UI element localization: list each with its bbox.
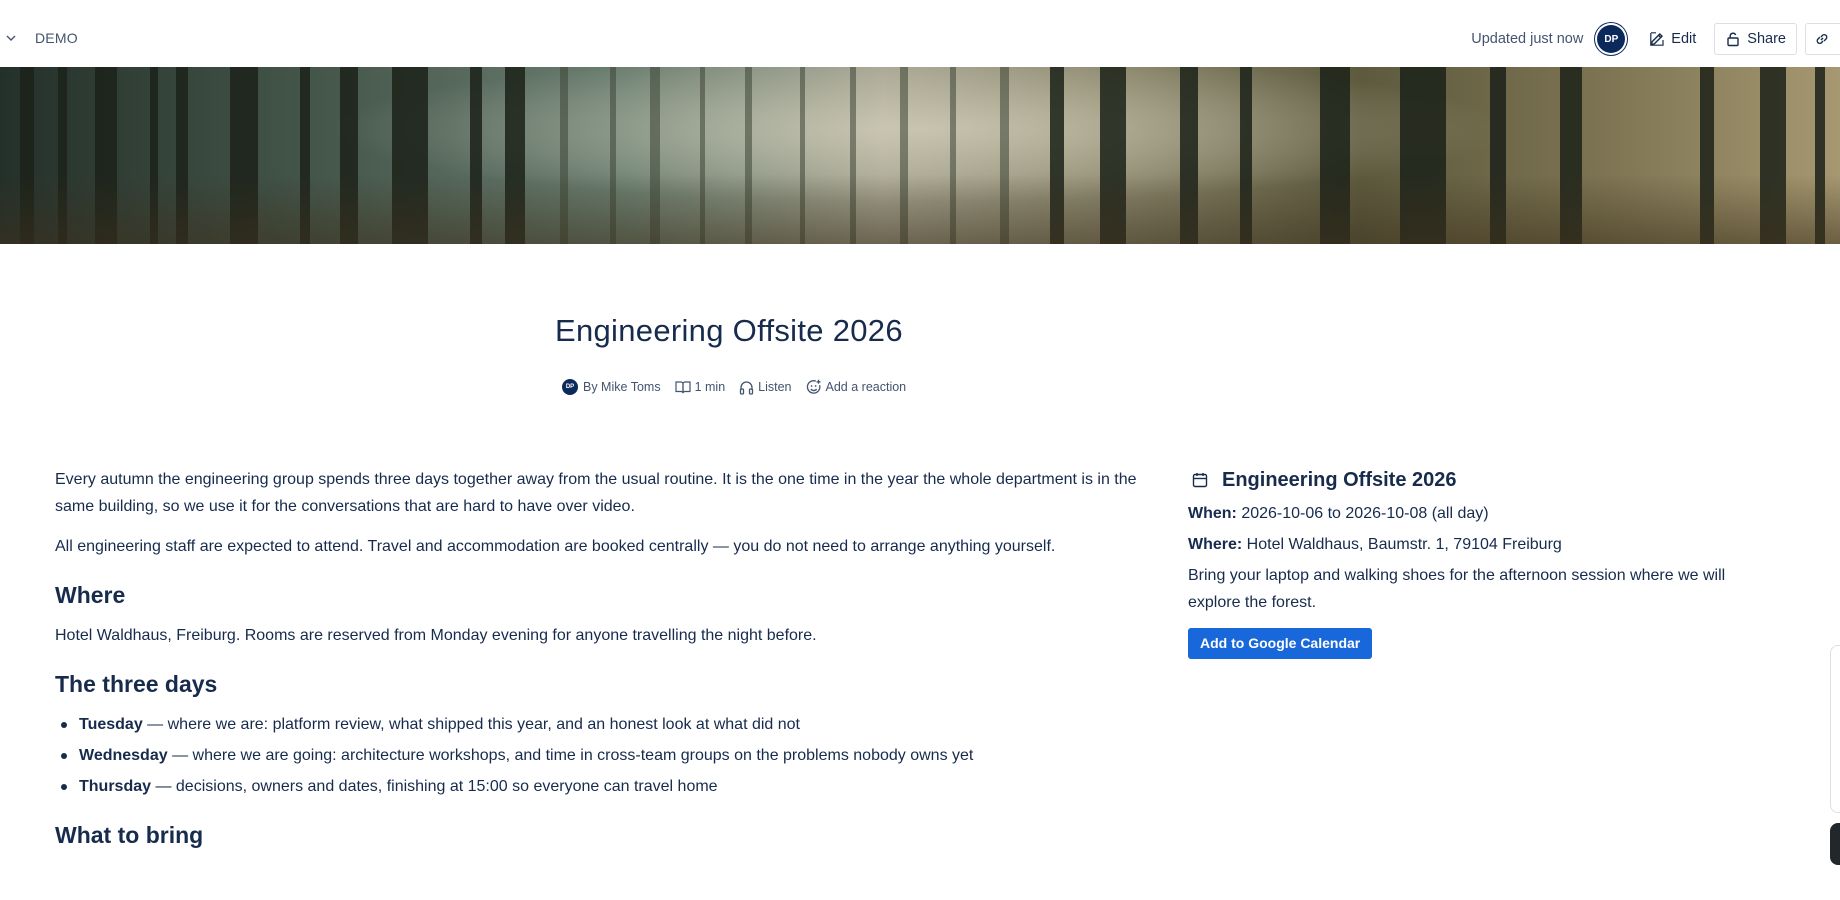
- read-time-label: 1 min: [694, 380, 726, 394]
- header-image: [0, 67, 1840, 244]
- day-name: Thursday: [79, 778, 152, 795]
- side-panel-edge[interactable]: [1830, 645, 1840, 813]
- days-list: [55, 711, 1145, 800]
- add-reaction-button[interactable]: [806, 379, 907, 395]
- byline: [562, 379, 920, 395]
- attendance-paragraph: All engineering staff are expected to attend. Travel and accommodation are booked centrally — you do not need to arrange anything yourself.: [55, 538, 1056, 555]
- when-label: When:: [1188, 505, 1237, 522]
- author-name: By Mike Toms: [583, 380, 661, 394]
- list-item: [55, 742, 1145, 769]
- pencil-icon: [1649, 31, 1665, 47]
- reaction-label: Add a reaction: [825, 380, 907, 394]
- top-bar: [0, 0, 1840, 67]
- listen-label: Listen: [758, 380, 792, 394]
- list-item: [55, 773, 1145, 800]
- updated-status: Updated just now: [1471, 31, 1584, 47]
- bring-heading: What to bring: [55, 822, 204, 848]
- page-title: Engineering Offsite 2026: [555, 313, 903, 348]
- days-heading: The three days: [55, 671, 218, 697]
- when-value: 2026-10-06 to 2026-10-08 (all day): [1236, 505, 1489, 522]
- day-text: — where we are: platform review, what shipped this year, and an honest look at what did not: [142, 716, 800, 733]
- read-time: [675, 380, 726, 394]
- day-name: Tuesday: [79, 716, 143, 733]
- where-paragraph: Hotel Waldhaus, Freiburg. Rooms are reserved from Monday evening for anyone travelling the night before.: [55, 627, 817, 644]
- event-when: [1188, 500, 1788, 527]
- link-icon: [1814, 31, 1830, 47]
- event-note: Bring your laptop and walking shoes for the afternoon session where we will explore the forest.: [1188, 567, 1726, 611]
- author-avatar: DP: [562, 379, 578, 395]
- share-button[interactable]: [1714, 23, 1797, 55]
- book-icon: [675, 380, 691, 394]
- space-name[interactable]: DEMO: [35, 30, 78, 46]
- listen-button[interactable]: [739, 380, 791, 395]
- edit-label: Edit: [1671, 31, 1697, 47]
- page-actions: [1471, 22, 1840, 56]
- where-label: Where:: [1188, 536, 1243, 553]
- edit-button[interactable]: [1639, 23, 1706, 55]
- list-item: [55, 711, 1145, 738]
- calendar-icon: [1192, 472, 1208, 488]
- emoji-add-icon: [806, 379, 822, 395]
- share-label: Share: [1747, 31, 1786, 47]
- chevron-down-icon[interactable]: [4, 31, 18, 45]
- add-to-google-calendar-button[interactable]: Add to Google Calendar: [1188, 628, 1372, 659]
- event-where: [1188, 531, 1788, 558]
- where-value: Hotel Waldhaus, Baumstr. 1, 79104 Freiburg: [1242, 536, 1562, 553]
- day-text: — decisions, owners and dates, finishing at 15:00 so everyone can travel home: [151, 778, 718, 795]
- event-card: [1188, 466, 1788, 659]
- copy-link-button[interactable]: [1805, 23, 1840, 55]
- event-title: [1188, 466, 1788, 494]
- where-heading: Where: [55, 582, 126, 608]
- floating-action-edge[interactable]: [1830, 823, 1840, 865]
- day-name: Wednesday: [79, 747, 168, 764]
- day-text: — where we are going: architecture workshops, and time in cross-team groups on the problems nobody owns yet: [167, 747, 974, 764]
- intro-paragraph: Every autumn the engineering group spends three days together away from the usual routine. It is the one time in the year the whole department is in the same building, so we use it for the conversations that are hard to have over video.: [55, 471, 1137, 515]
- avatar[interactable]: DP: [1597, 25, 1625, 53]
- lock-icon: [1725, 31, 1741, 47]
- event-title-text: Engineering Offsite 2026: [1222, 469, 1457, 491]
- author[interactable]: [562, 379, 661, 395]
- headphones-icon: [739, 380, 754, 395]
- page-body: [55, 466, 1145, 862]
